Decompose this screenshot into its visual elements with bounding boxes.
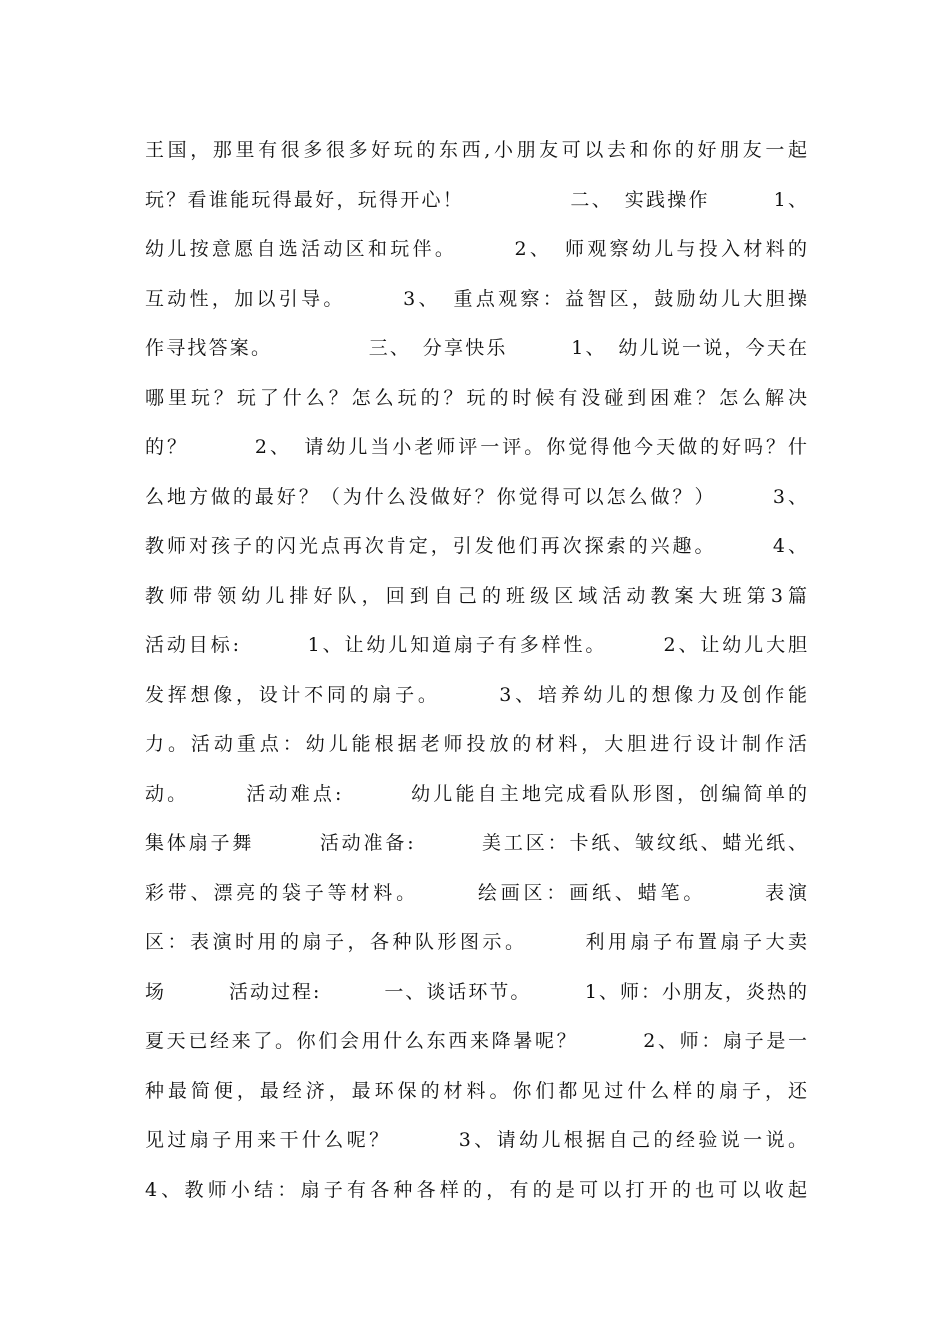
text-line: 么地方做的最好？（为什么没做好？你觉得可以怎么做？） 3、 xyxy=(145,485,807,508)
text-line: 活动目标: 1、让幼儿知道扇子有多样性。 2、让幼儿大胆 xyxy=(145,634,807,656)
text-line: 彩带、漂亮的袋子等材料。 绘画区：画纸、蜡笔。 表演 xyxy=(145,881,807,904)
text-line: 的？ 2、 请幼儿当小老师评一评。你觉得他今天做的好吗？什 xyxy=(145,436,807,458)
text-line: 集体扇子舞 活动准备: 美工区：卡纸、皱纹纸、蜡光纸、 xyxy=(145,832,807,854)
text-line: 见过扇子用来干什么呢？ 3、请幼儿根据自己的经验说一说。 xyxy=(145,1129,807,1151)
text-line: 玩？看谁能玩得最好，玩得开心！ 二、 实践操作 1、 xyxy=(145,188,807,211)
text-line: 种最简便，最经济，最环保的材料。你们都见过什么样的扇子，还 xyxy=(145,1079,807,1102)
text-line: 作寻找答案。 三、 分享快乐 1、 幼儿说一说，今天在 xyxy=(145,337,807,359)
text-line: 动。 活动难点: 幼儿能自主地完成看队形图，创编简单的 xyxy=(145,782,807,805)
text-line: 互动性，加以引导。 3、 重点观察：益智区，鼓励幼儿大胆操 xyxy=(145,287,807,310)
text-line: 区：表演时用的扇子，各种队形图示。 利用扇子布置扇子大卖 xyxy=(145,931,807,953)
document-body-text xyxy=(145,126,807,1215)
text-line: 4、教师小结：扇子有各种各样的，有的是可以打开的也可以收起 xyxy=(145,1178,807,1201)
text-line: 哪里玩？玩了什么？怎么玩的？玩的时候有没碰到困难？怎么解决 xyxy=(145,386,807,409)
text-line: 场 活动过程: 一、谈话环节。 1、师：小朋友，炎热的 xyxy=(145,980,807,1003)
text-line: 王国，那里有很多很多好玩的东西,小朋友可以去和你的好朋友一起 xyxy=(145,139,807,161)
text-line: 发挥想像，设计不同的扇子。 3、培养幼儿的想像力及创作能 xyxy=(145,683,807,706)
text-line: 教师带领幼儿排好队，回到自己的班级区域活动教案大班第3篇 xyxy=(145,584,807,607)
text-line: 夏天已经来了。你们会用什么东西来降暑呢？ 2、师：扇子是一 xyxy=(145,1030,807,1052)
text-line: 力。活动重点：幼儿能根据老师投放的材料，大胆进行设计制作活 xyxy=(145,733,807,755)
text-line: 教师对孩子的闪光点再次肯定，引发他们再次探索的兴趣。 4、 xyxy=(145,535,807,557)
text-line: 幼儿按意愿自选活动区和玩伴。 2、 师观察幼儿与投入材料的 xyxy=(145,238,807,260)
